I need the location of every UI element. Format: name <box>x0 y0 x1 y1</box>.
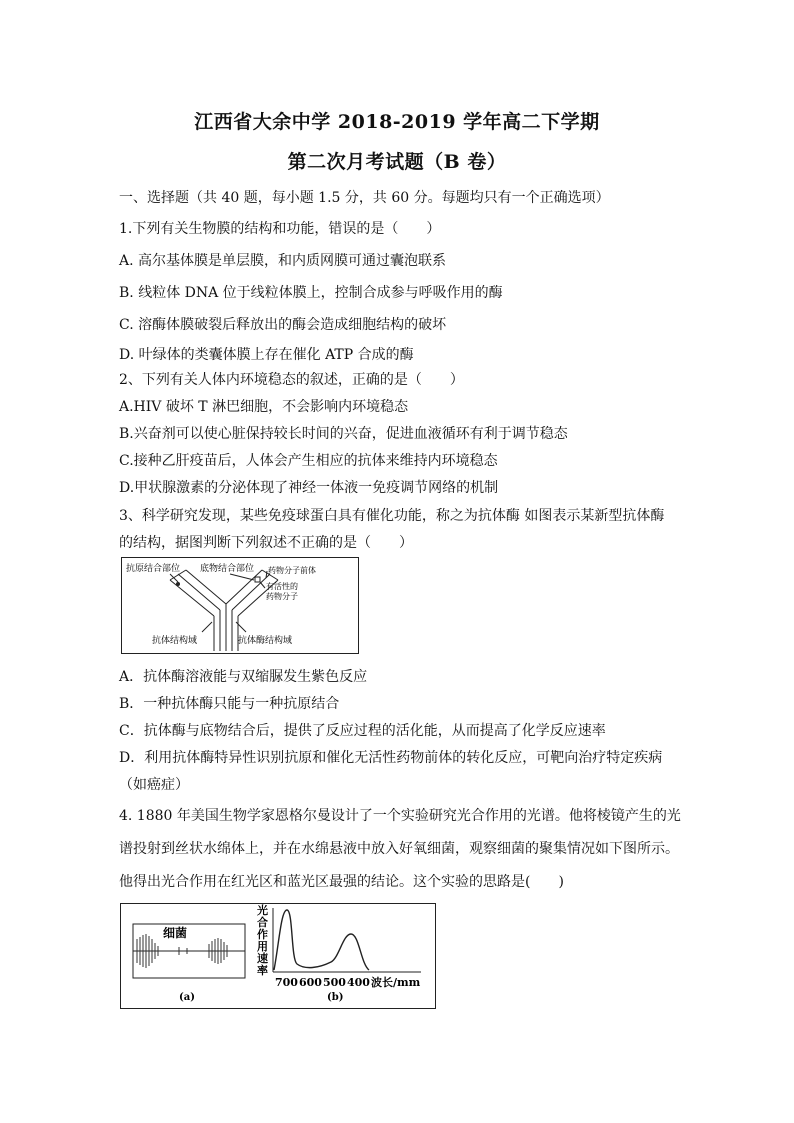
q1-stem: 1.下列有关生物膜的结构和功能，错误的是（ ） <box>119 221 441 237</box>
section-heading: 一、选择题（共 40 题，每小题 1.5 分，共 60 分。每题均只有一个正确选项） <box>119 190 610 206</box>
title-line-2: 第二次月考试题（B 卷） <box>287 151 507 173</box>
action-spectrum-curve <box>274 910 369 970</box>
label-precursor: 药物分子前体 <box>268 566 316 575</box>
q3-option-a: A．抗体酶溶液能与双缩脲发生紫色反应 <box>119 669 368 685</box>
q1-option-a: A. 高尔基体膜是单层膜，和内质网膜可通过囊泡联系 <box>119 253 447 269</box>
antigen-site-dot <box>176 582 180 586</box>
x-tick-400: 400 <box>347 976 370 989</box>
y-axis-label: 光 合 作 用 速 率 <box>257 904 268 977</box>
label-active-1: 有活性的 <box>266 582 298 591</box>
q1-option-b: B. 线粒体 DNA 位于线粒体膜上，控制合成参与呼吸作用的酶 <box>119 285 503 301</box>
q2-option-d: D.甲状腺激素的分泌体现了神经一体液一免疫调节网络的机制 <box>119 480 499 496</box>
spectrum-diagram <box>121 904 435 1008</box>
q2-option-b: B.兴奋剂可以使心脏保持较长时间的兴奋，促进血液循环有利于调节稳态 <box>119 426 568 442</box>
x-tick-600: 600 <box>299 976 322 989</box>
q4-stem-line-3: 他得出光合作用在红光区和蓝光区最强的结论。这个实验的思路是( ) <box>119 874 564 890</box>
q3-option-d-line-2: （如癌症） <box>119 777 189 793</box>
q3-stem-line-1: 3、科学研究发现，某些免疫球蛋白具有催化功能，称之为抗体酶 如图表示某新型抗体酶 <box>119 508 665 524</box>
spectrum-figure <box>120 903 436 1009</box>
label-substrate-site: 底物结合部位 <box>200 564 255 574</box>
label-enzyme-domain: 抗体酶结构域 <box>238 636 293 646</box>
panel-b-label: (b) <box>327 992 344 1003</box>
q2-option-c: C.接种乙肝疫苗后，人体会产生相应的抗体来维持内环境稳态 <box>119 453 498 469</box>
antibody-diagram <box>122 558 358 653</box>
substrate-site-box <box>255 577 260 582</box>
bacteria-label: 细菌 <box>163 926 188 940</box>
panel-a-label: (a) <box>179 992 195 1003</box>
q2-stem: 2、下列有关人体内环境稳态的叙述，正确的是（ ） <box>119 372 464 388</box>
q4-stem-line-1: 4. 1880 年美国生物学家恩格尔曼设计了一个实验研究光合作用的光谱。他将棱镜产生的光 <box>119 808 681 824</box>
q3-option-c: C．抗体酶与底物结合后，提供了反应过程的活化能，从而提高了化学反应速率 <box>119 723 606 739</box>
label-active-2: 药物分子 <box>266 592 298 601</box>
q3-option-b: B．一种抗体酶只能与一种抗原结合 <box>119 696 340 712</box>
antibody-enzyme-figure <box>121 557 359 654</box>
label-antibody-domain: 抗体结构域 <box>152 636 198 646</box>
x-tick-700: 700 <box>275 976 298 989</box>
q1-option-c: C. 溶酶体膜破裂后释放出的酶会造成细胞结构的破坏 <box>119 317 447 333</box>
q4-stem-line-2: 谱投射到丝状水绵体上，并在水绵悬液中放入好氧细菌，观察细菌的聚集情况如下图所示。 <box>119 841 679 857</box>
title-line-1: 江西省大余中学 2018-2019 学年高二下学期 <box>194 111 600 133</box>
q2-option-a: A.HIV 破坏 T 淋巴细胞，不会影响内环境稳态 <box>119 399 409 415</box>
q1-option-d: D. 叶绿体的类囊体膜上存在催化 ATP 合成的酶 <box>119 347 414 363</box>
q3-stem-line-2: 的结构，据图判断下列叙述不正确的是（ ） <box>119 535 413 551</box>
label-antigen-site: 抗原结合部位 <box>126 564 181 574</box>
x-tick-500: 500 <box>323 976 346 989</box>
x-axis-label: 波长/mm <box>371 976 421 989</box>
q3-option-d-line-1: D．利用抗体酶特异性识别抗原和催化无活性药物前体的转化反应，可靶向治疗特定疾病 <box>119 750 663 766</box>
